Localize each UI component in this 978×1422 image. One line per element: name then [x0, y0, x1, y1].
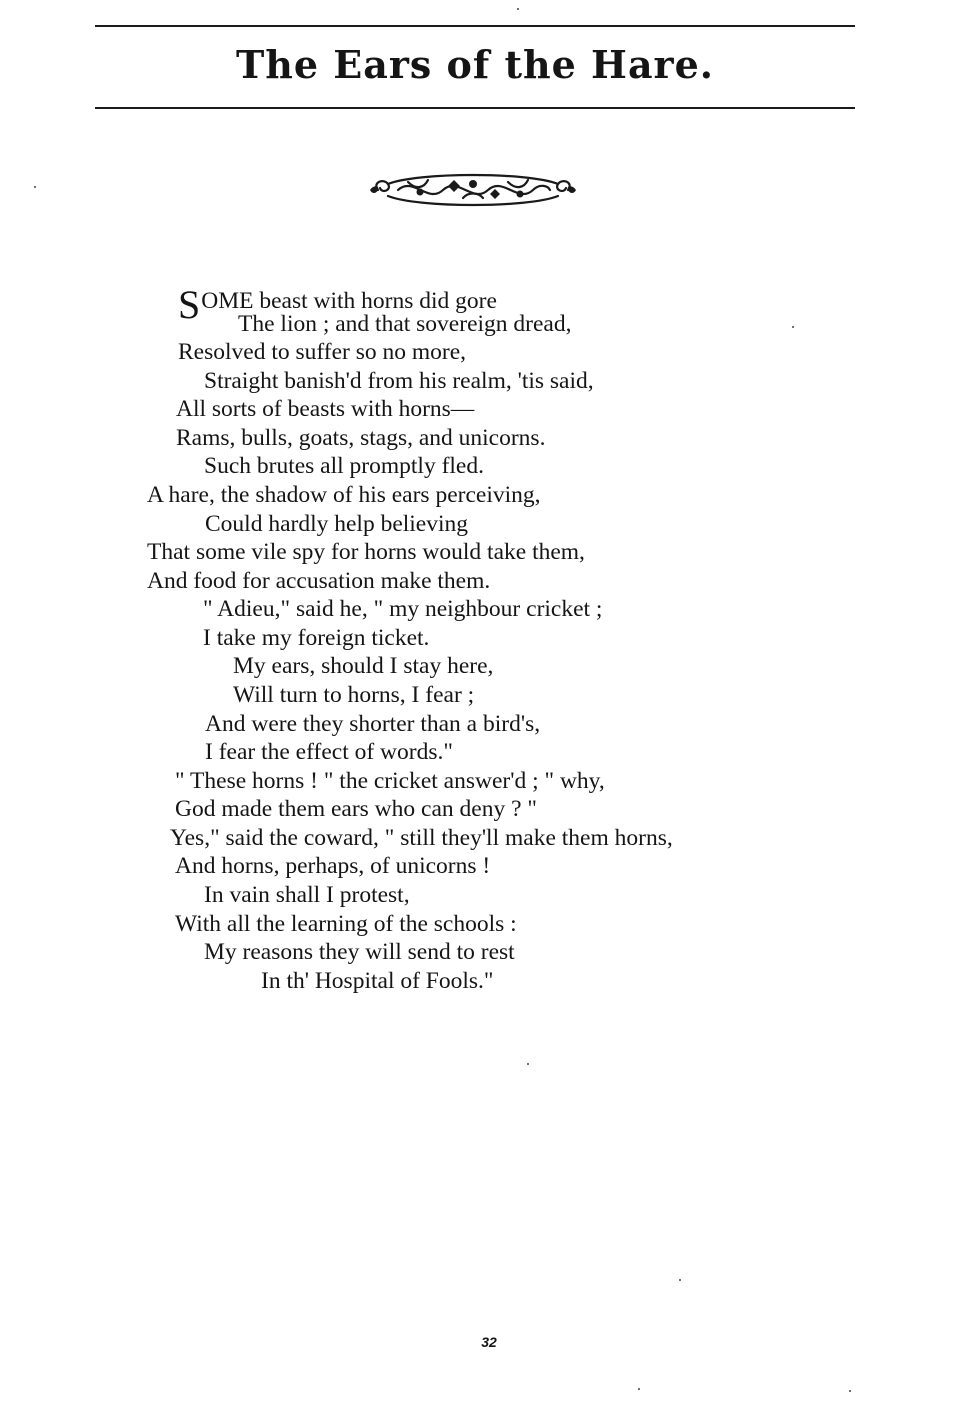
poem-line-6: Rams, bulls, goats, stags, and unicorns. [176, 425, 546, 451]
poem-line-8: A hare, the shadow of his ears perceiving, [147, 482, 541, 508]
poem-line-21: And horns, perhaps, of unicorns ! [175, 853, 491, 879]
poem-line-25: In th' Hospital of Fools." [261, 968, 494, 994]
poem-line-18: " These horns ! " the cricket answer'd ; " why, [175, 768, 605, 794]
poem-line-9: Could hardly help believing [205, 511, 469, 537]
poem-line-5: All sorts of beasts with horns— [176, 396, 475, 422]
poem-line-14: My ears, should I stay here, [233, 653, 494, 679]
poem-line-13: I take my foreign ticket. [203, 625, 430, 651]
poem-line-17: I fear the effect of words." [205, 739, 453, 765]
header-rule-top [95, 25, 855, 27]
print-speck [792, 326, 794, 328]
page-title: The Ears of the Hare. [235, 42, 714, 87]
poem-line-11: And food for accusation make them. [147, 568, 491, 594]
poem-line-3: Resolved to suffer so no more, [178, 339, 467, 365]
print-speck [638, 1388, 640, 1390]
print-speck [849, 1390, 851, 1392]
poem-line-22: In vain shall I protest, [204, 882, 410, 908]
poem-line-10: That some vile spy for horns would take them, [147, 539, 585, 565]
print-speck [34, 186, 36, 188]
page-number: 32 [481, 1334, 497, 1350]
poem-line-24: My reasons they will send to rest [204, 939, 515, 965]
print-speck [679, 1279, 681, 1281]
poem-line-23: With all the learning of the schools : [175, 911, 517, 937]
poem-line-12: " Adieu," said he, " my neighbour cricket ; [203, 596, 603, 622]
poem-line-20: Yes," said the coward, " still they'll make them horns, [170, 825, 673, 851]
header-rule-bottom [95, 107, 855, 109]
poem-line-16: And were they shorter than a bird's, [205, 711, 541, 737]
poem-line-1: SOME beast with horns did gore [178, 282, 497, 327]
poem-line-7: Such brutes all promptly fled. [204, 453, 484, 479]
print-speck [517, 8, 519, 10]
poem-line-19: God made them ears who can deny ? " [175, 796, 537, 822]
poem-line-2: The lion ; and that sovereign dread, [238, 311, 572, 337]
poem-line-4: Straight banish'd from his realm, 'tis said, [204, 368, 594, 394]
print-speck [527, 1063, 529, 1065]
drop-cap: S [178, 282, 201, 327]
decorative-scroll-ornament-icon [368, 168, 578, 212]
poem-line-15: Will turn to horns, I fear ; [233, 682, 475, 708]
